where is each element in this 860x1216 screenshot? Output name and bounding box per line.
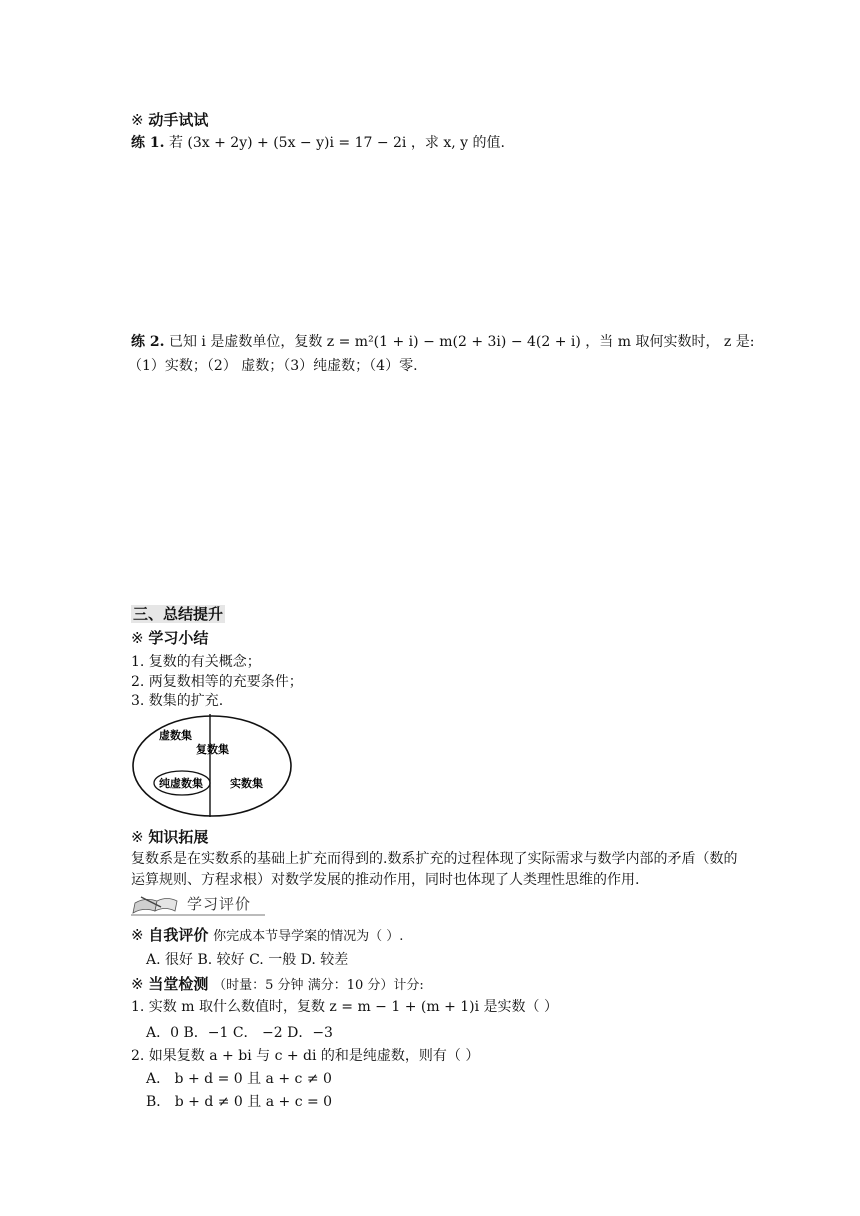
- try-heading-text: 动手试试: [148, 111, 209, 129]
- summary-item-2: 2. 两复数相等的充要条件；: [131, 674, 303, 690]
- extension-paragraph: 复数系是在实数系的基础上扩充而得到的.数系扩充的过程体现了实际需求与数学内部的矛盾（数的运算规则、方程求根）对数学发展的推动作用，同时也体现了人类理性思维的作用.: [131, 851, 738, 888]
- reference-mark: ※: [131, 629, 144, 647]
- exercise-1: [131, 133, 505, 153]
- exercise-2-text: 已知 i 是虚数单位，复数 z = m²(1 + i) − m(2 + 3i) − 4(2 + i) ，当 m 取何实数时， z 是:: [168, 334, 755, 350]
- reference-mark: ※: [131, 975, 144, 993]
- question-1-options: A．0 B．−1 C． −2 D．−3: [146, 1025, 333, 1041]
- self-evaluation-prompt: 你完成本节导学案的情况为（ ）.: [213, 929, 404, 944]
- self-evaluation: ※ 自我评价 你完成本节导学案的情况为（ ）.: [131, 926, 404, 944]
- reference-mark: ※: [131, 111, 144, 129]
- exercise-2: [131, 332, 754, 352]
- imaginary-set-label: 虚数集: [159, 729, 192, 742]
- pure-imaginary-set-label: 纯虚数集: [159, 777, 203, 790]
- evaluation-banner: [131, 893, 265, 917]
- class-test-note: （时量：5 分钟 满分：10 分）计分:: [213, 978, 424, 993]
- exercise-1-label: 练 1.: [131, 135, 165, 151]
- exercise-1-text: 若 (3x + 2y) + (5x − y)i = 17 − 2i ，求 x, y 的值.: [168, 135, 505, 151]
- extension-heading: ※ 知识拓展: [131, 828, 209, 846]
- try-heading: [131, 110, 208, 130]
- summary-item-1: 1. 复数的有关概念；: [131, 654, 261, 670]
- complex-set-ellipse: [133, 716, 291, 816]
- question-2-option-a: A． b + d = 0 且 a + c ≠ 0: [146, 1071, 332, 1087]
- summary-section-title: 三、总结提升: [133, 605, 224, 623]
- complex-set-label: 复数集: [196, 743, 229, 756]
- self-evaluation-options: A. 很好 B. 较好 C. 一般 D. 较差: [146, 952, 349, 968]
- reference-mark: ※: [131, 828, 144, 846]
- exercise-2-label: 练 2.: [131, 334, 165, 350]
- summary-subtitle: ※ 学习小结: [131, 629, 209, 647]
- real-set-label: 实数集: [230, 777, 263, 790]
- evaluation-banner-text: 学习评价: [187, 895, 252, 913]
- reference-mark: ※: [131, 926, 144, 944]
- summary-item-3: 3. 数集的扩充.: [131, 693, 224, 709]
- exercise-2-parts: （1）实数；（2） 虚数；（3）纯虚数；（4）零.: [128, 358, 418, 374]
- question-1: 1. 实数 m 取什么数值时，复数 z = m − 1 + (m + 1)i 是实数（ ）: [131, 999, 558, 1015]
- class-test-heading: ※ 当堂检测 （时量：5 分钟 满分：10 分）计分:: [131, 975, 424, 993]
- question-2-option-b: B． b + d ≠ 0 且 a + c = 0: [146, 1094, 333, 1110]
- number-set-diagram: [131, 710, 293, 818]
- question-2: 2. 如果复数 a + bi 与 c + di 的和是纯虚数，则有（ ）: [131, 1048, 480, 1064]
